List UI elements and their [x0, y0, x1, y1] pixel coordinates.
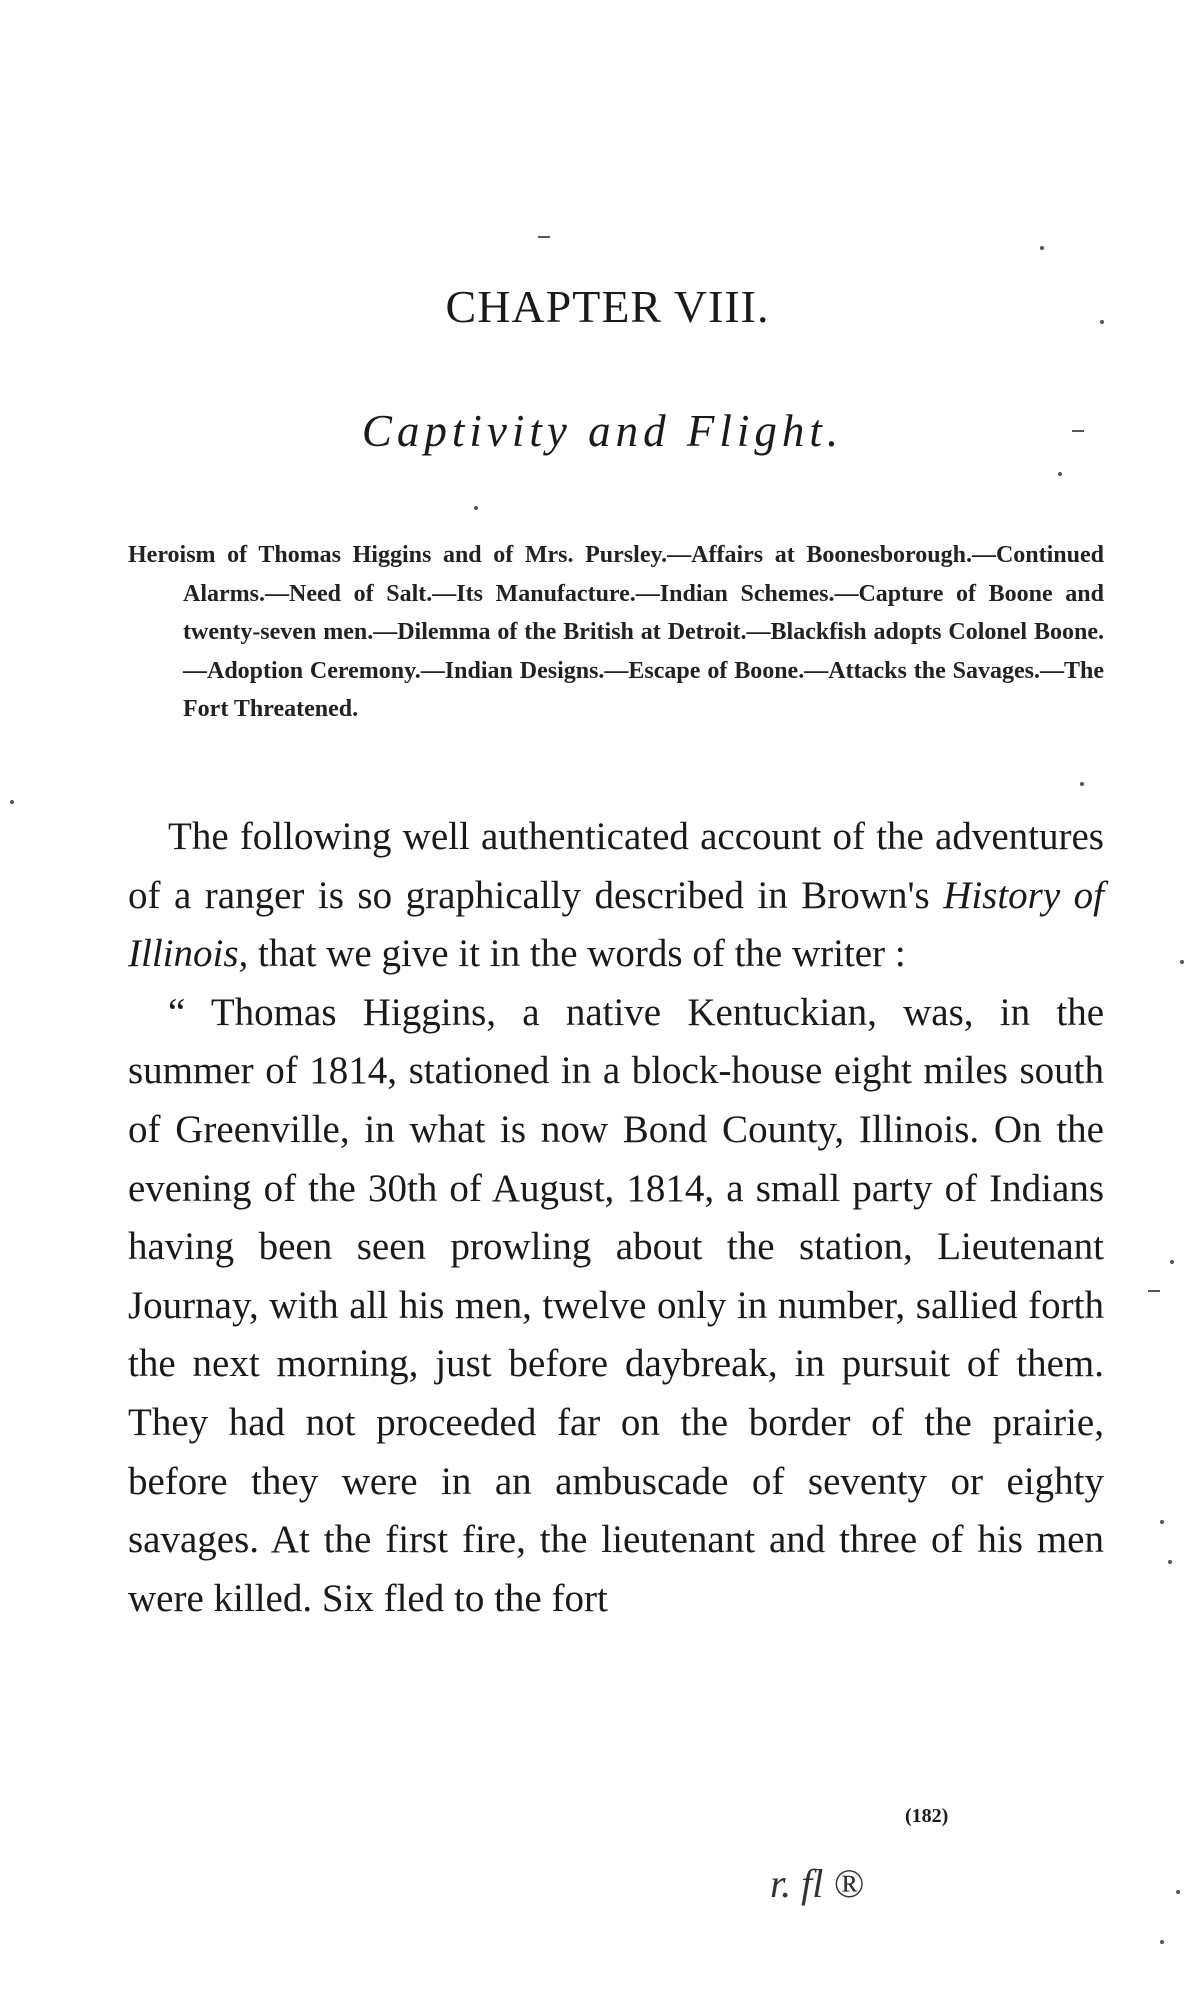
scan-speck: [1160, 1520, 1164, 1524]
paragraph-text: The following well authenticated account of the adventures of a ranger is so graphically described in Brown's: [128, 815, 1104, 917]
chapter-summary: Heroism of Thomas Higgins and of Mrs. Pursley.—Affairs at Boonesborough.—Continued Alarms.—Need of Salt.—Its Manufacture.—Indian Schemes.—Capture of Boone and twenty-seven men.—Dilemma of the British at Detroit.—Blackfish adopts Colonel Boone.—Adoption Ceremony.—Indian Designs.—Escape of Boone.—Attacks the Savages.—The Fort Threatened.: [128, 542, 1104, 722]
scan-speck: [1058, 472, 1062, 476]
scan-speck: [1160, 1940, 1164, 1944]
scan-speck: [10, 800, 14, 804]
scan-speck: [474, 506, 478, 510]
body-text: [128, 808, 1104, 1628]
paragraph-text: that we give it in the words of the writer :: [248, 932, 906, 976]
paragraph: [128, 808, 1104, 984]
chapter-title: Captivity and Flight.: [361, 406, 844, 456]
scan-speck: [1072, 430, 1084, 432]
scan-speck: [1168, 1560, 1172, 1564]
scan-speck: [538, 236, 550, 238]
page-number: (182): [905, 1805, 949, 1827]
scan-speck: [1100, 320, 1104, 324]
scan-speck: [1180, 960, 1184, 964]
scan-artifact-text: r. fl ®: [770, 1861, 864, 1906]
scan-speck: [1148, 1290, 1160, 1292]
scan-speck: [1176, 1890, 1180, 1894]
scan-speck: [1170, 1260, 1174, 1264]
scan-speck: [1080, 782, 1084, 786]
paragraph: “ Thomas Higgins, a native Kentuckian, was, in the summer of 1814, stationed in a block-house eight miles south of Greenville, in what is now Bond County, Illinois. On the evening of the 30th of August, 1814, a small party of Indians having been seen prowling about the station, Lieutenant Journay, with all his men, twelve only in number, sallied forth the next morning, just before daybreak, in pursuit of them. They had not proceeded far on the border of the prairie, before they were in an ambuscade of seventy or eighty savages. At the first fire, the lieutenant and three of his men were killed. Six fled to the fort: [128, 990, 1104, 1620]
book-title-citation: History of Illinois,: [128, 873, 1104, 976]
scan-speck: [1040, 246, 1044, 250]
chapter-number: CHAPTER VIII.: [445, 281, 770, 332]
